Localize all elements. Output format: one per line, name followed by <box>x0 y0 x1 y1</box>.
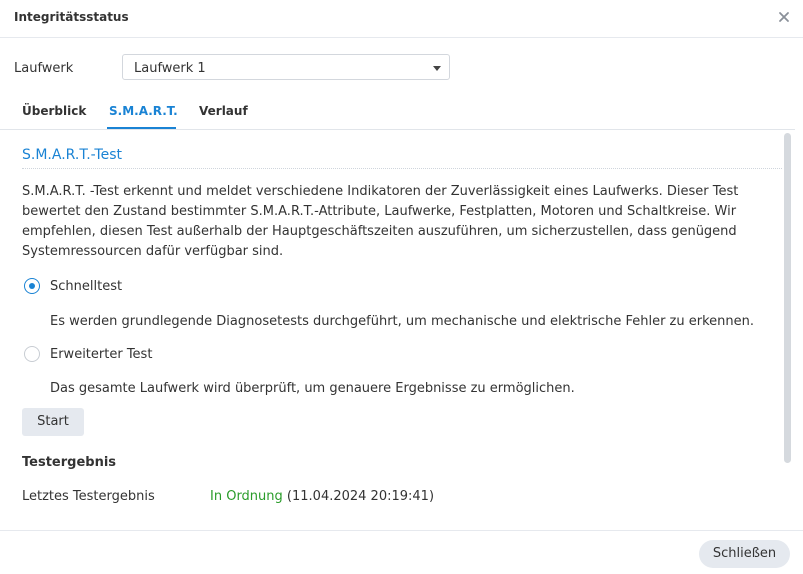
tab-bar <box>0 96 795 130</box>
dialog-footer <box>0 530 803 574</box>
quick-test-label[interactable]: Schnelltest <box>50 279 123 294</box>
section-title: S.M.A.R.T.-Test <box>22 147 123 163</box>
result-value <box>210 489 434 504</box>
drive-label: Laufwerk <box>14 61 74 76</box>
close-icon[interactable] <box>775 8 793 26</box>
result-status: In Ordnung <box>210 489 283 504</box>
scrollbar-thumb[interactable] <box>784 133 791 463</box>
dialog-title: Integritätsstatus <box>14 10 129 24</box>
quick-test-radio[interactable] <box>24 278 40 294</box>
close-button[interactable]: Schließen <box>699 540 790 568</box>
tab-overview[interactable]: Überblick <box>22 104 87 118</box>
result-timestamp: (11.04.2024 20:19:41) <box>286 489 435 504</box>
chevron-down-icon <box>433 66 441 71</box>
start-button[interactable]: Start <box>22 408 84 436</box>
drive-select[interactable] <box>122 54 450 80</box>
smart-description: S.M.A.R.T. -Test erkennt und meldet verschiedene Indikatoren der Zuverlässigkeit eines Laufwerks. Dieser Test bewertet den Zustand bestimmter S.M.A.R.T.-Attribute, Laufwerke, Festplatten, Motoren und Schaltkreise. Wir empfehlen, diesen Test außerhalb der Hauptgeschäftszeiten auszuführen, um sicherzustellen, dass genügend Systemressourcen dafür verfügbar sind. <box>22 184 739 259</box>
tab-smart[interactable]: S.M.A.R.T. <box>109 104 178 118</box>
drive-select-value: Laufwerk 1 <box>134 61 206 76</box>
extended-test-description: Das gesamte Laufwerk wird überprüft, um genauere Ergebnisse zu ermöglichen. <box>50 381 575 396</box>
section-divider <box>22 168 782 169</box>
result-heading: Testergebnis <box>22 455 117 470</box>
tab-history[interactable]: Verlauf <box>199 104 248 118</box>
active-tab-indicator <box>107 127 176 129</box>
dialog-titlebar <box>0 0 803 38</box>
result-label: Letztes Testergebnis <box>22 489 155 504</box>
quick-test-description: Es werden grundlegende Diagnosetests durchgeführt, um mechanische und elektrische Fehler zu erkennen. <box>50 314 754 329</box>
extended-test-label[interactable]: Erweiterter Test <box>50 347 153 362</box>
extended-test-radio[interactable] <box>24 346 40 362</box>
